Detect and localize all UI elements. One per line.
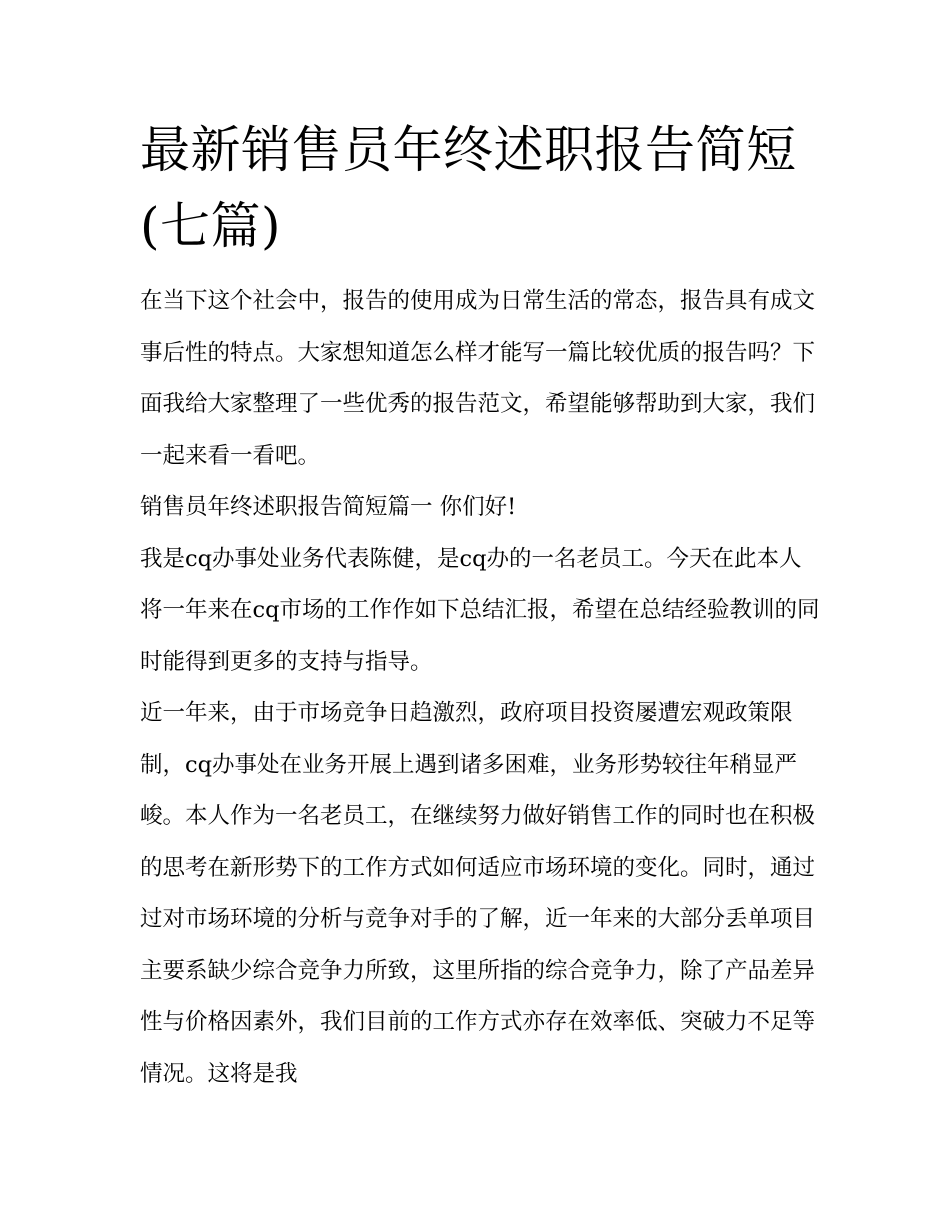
document-body (140, 276, 820, 1100)
intro-paragraph: 在当下这个社会中，报告的使用成为日常生活的常态，报告具有成文事后性的特点。大家想知道怎么样才能写一篇比较优质的报告吗？下面我给大家整理了一些优秀的报告范文，希望能够帮助到大家，我们一起来看一看吧。 (140, 288, 816, 469)
self-introduction-paragraph: 我是cq办事处业务代表陈健，是cq办的一名老员工。今天在此本人将一年来在cq市场的工作作如下总结汇报，希望在总结经验教训的同时能得到更多的支持与指导。 (140, 545, 820, 675)
section-heading-paragraph: 销售员年终述职报告简短篇一 你们好! (140, 494, 517, 520)
market-analysis-paragraph: 近一年来，由于市场竞争日趋激烈，政府项目投资屡遭宏观政策限制，cq办事处在业务开展上遇到诸多困难，业务形势较往年稍显严峻。本人作为一名老员工，在继续努力做好销售工作的同时也在积极的思考在新形势下的工作方式如何适应市场环境的变化。同时，通过过对市场环境的分析与竞争对手的了解，近一年来的大部分丢单项目主要系缺少综合竞争力所致，这里所指的综合竞争力，除了产品差异性与价格因素外，我们目前的工作方式亦存在效率低、突破力不足等情况。这将是我 (140, 700, 816, 1087)
document-title (140, 112, 820, 264)
title-line-1: 最新销售员年终述职报告简短 (140, 121, 797, 179)
title-line-2: (七篇) (140, 197, 282, 255)
document-page (140, 112, 820, 1100)
